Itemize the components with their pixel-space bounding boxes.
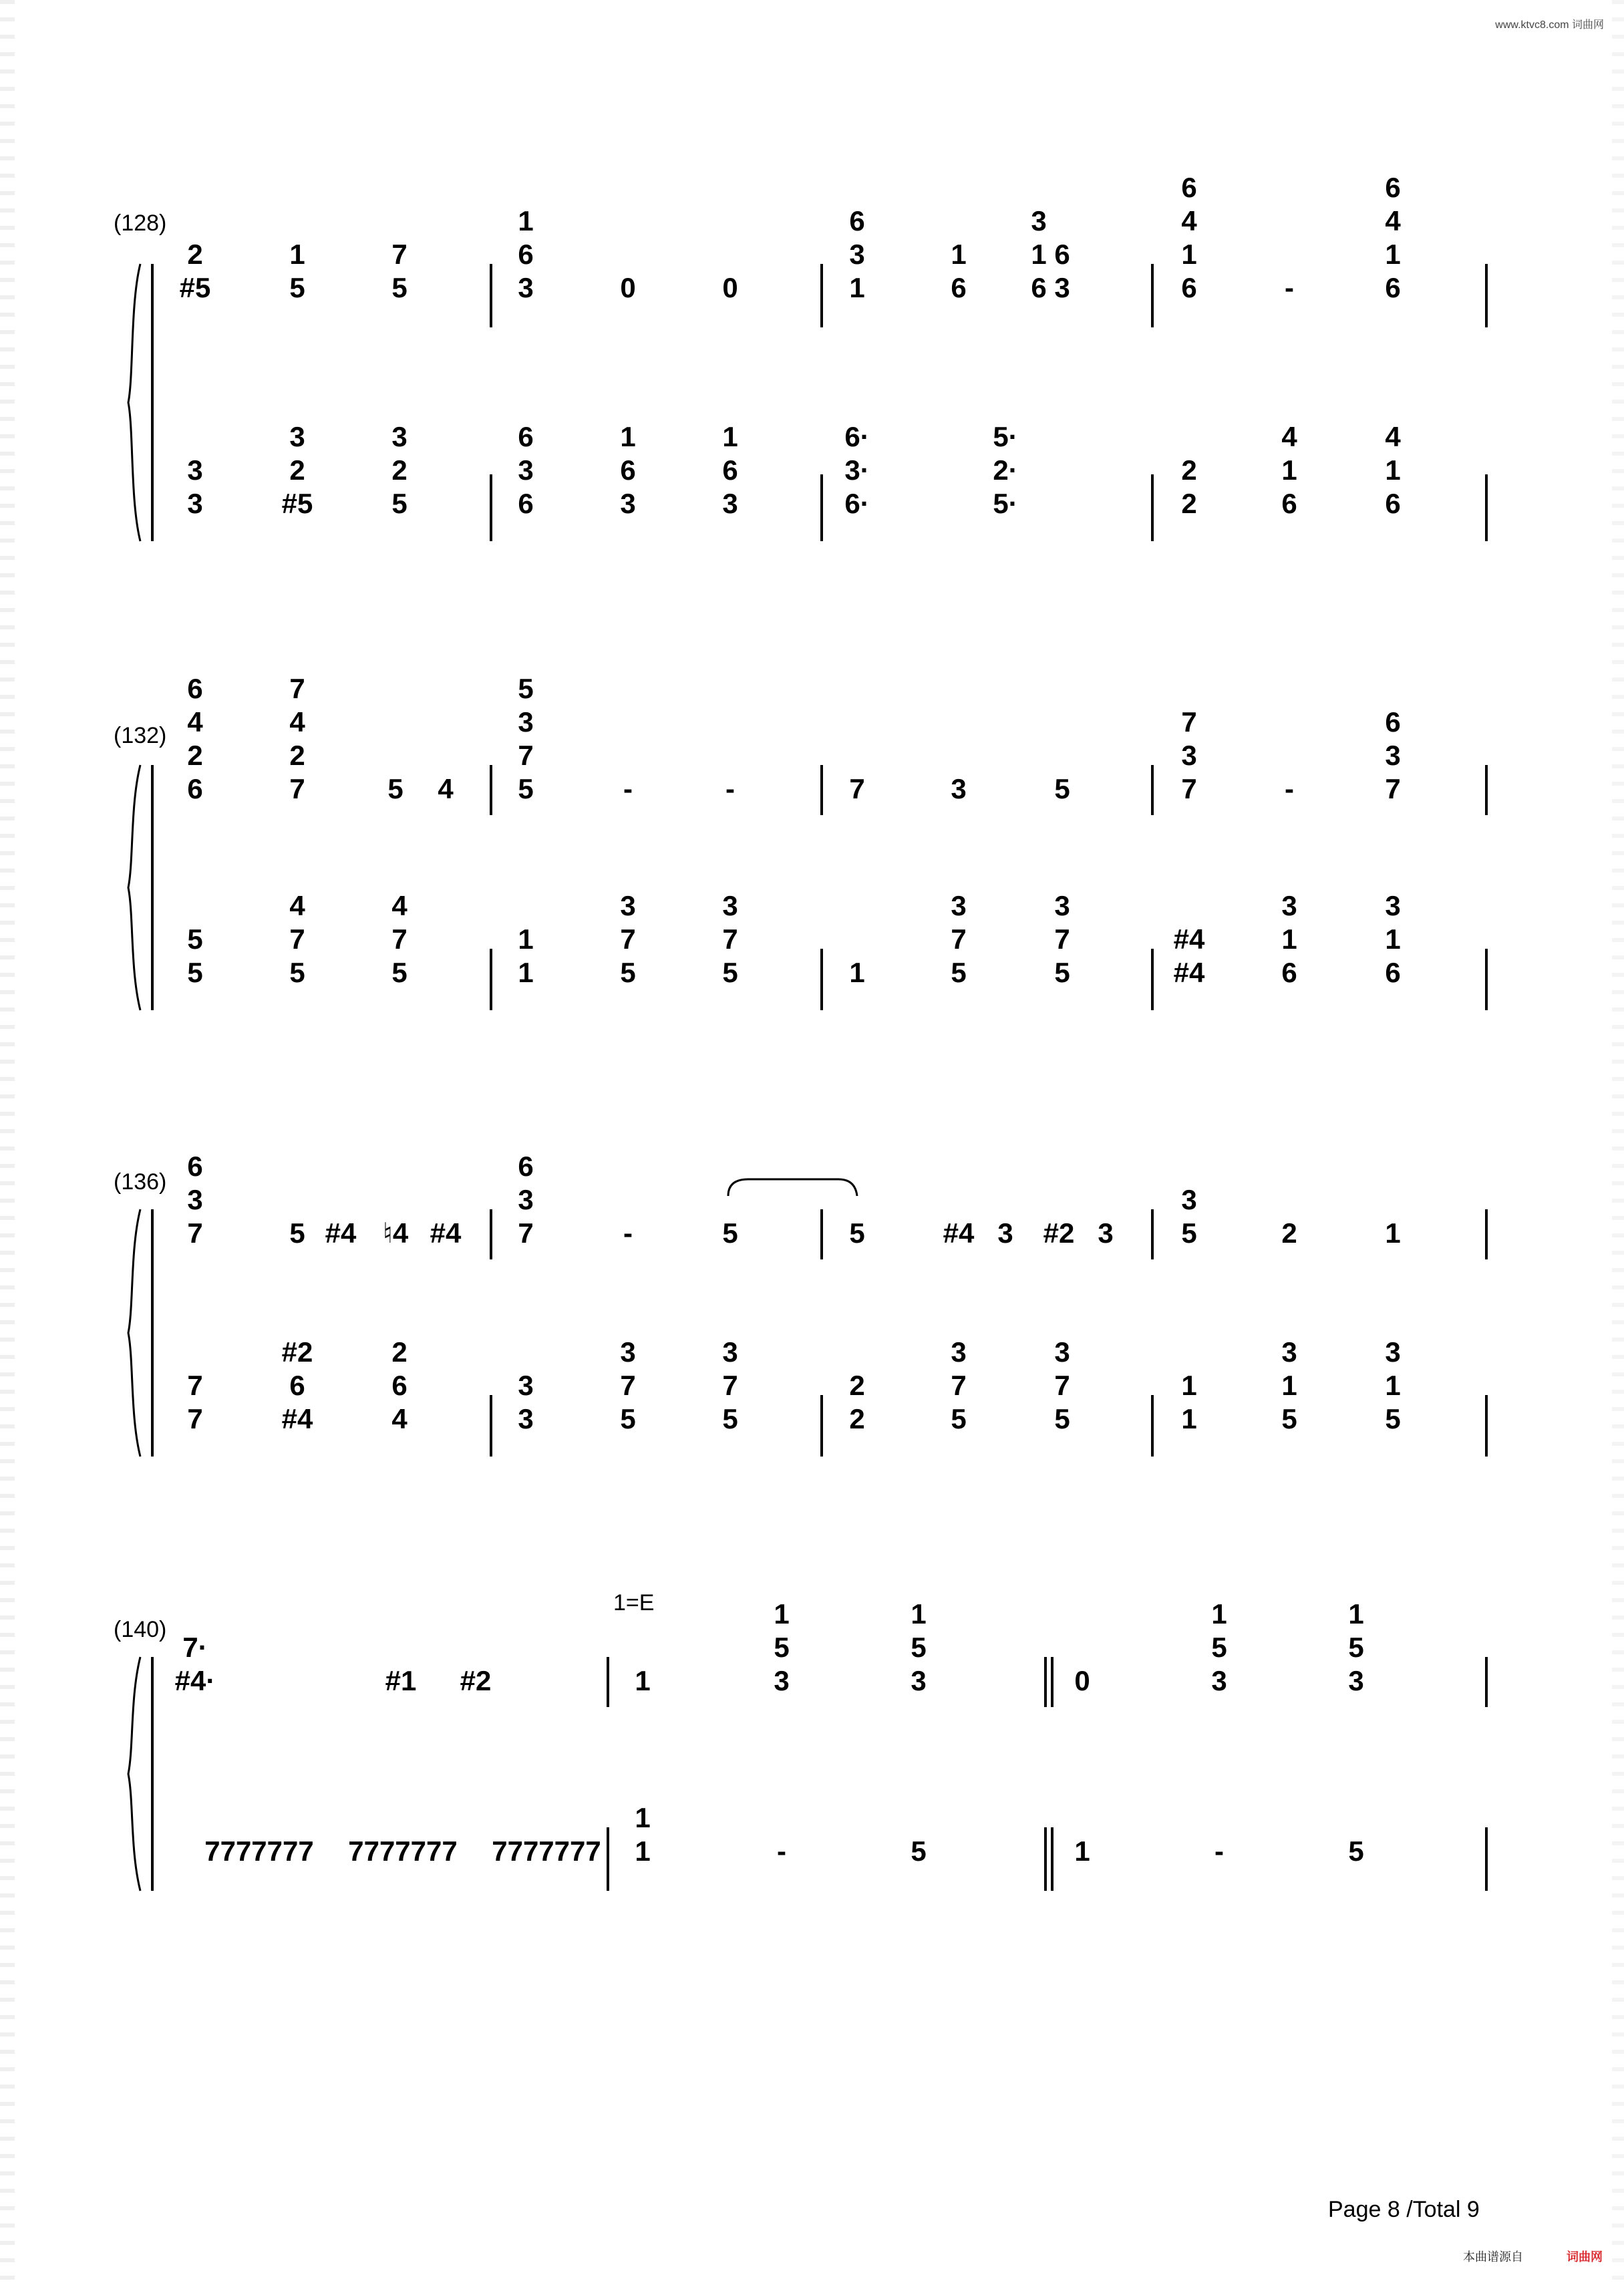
key-signature-change: 1=E [613,1590,655,1616]
treble-note: 6 [518,239,534,270]
treble-note: 2 [187,740,203,771]
treble-note: 7 [289,673,305,704]
treble-note: 2 [1281,1217,1297,1249]
treble-note: 1 [1348,1598,1364,1630]
treble-note: 3 [518,706,534,738]
treble-note: - [623,1217,633,1249]
treble-note: - [1285,272,1294,303]
treble-note: 6 [1181,172,1197,203]
treble-note: 6 [187,773,203,804]
bass-note: - [1214,1835,1224,1867]
bass-note: 3 [391,421,408,452]
bass-note: 1 [1385,923,1401,955]
bass-note: 4 [391,890,408,921]
measure-number: (128) [114,210,167,236]
treble-note: 3 [774,1665,790,1696]
bass-note: 3 [1054,1336,1070,1368]
bass-note: 3 [1385,1336,1401,1368]
treble-note: 4 [1385,205,1401,237]
bass-note: 1 [1281,923,1297,955]
bass-note: 6 [289,1370,305,1401]
treble-note: 3 [1098,1217,1114,1249]
treble-note: 3 [1054,272,1070,303]
treble-note: 3 [518,272,534,303]
bass-note: 1 [722,421,738,452]
bass-note: 5 [391,488,408,519]
bass-note: 4 [289,890,305,921]
treble-note: 6 [1385,172,1401,203]
bass-note: 3 [518,1370,534,1401]
bass-note: 6 [1281,488,1297,519]
bass-note: 1 [620,421,636,452]
score-system-2 [114,673,1486,1010]
bass-note: 1 [518,957,534,988]
measure-number: (136) [114,1169,167,1195]
footer-source-text: 本曲谱源自 [1463,2250,1523,2264]
treble-note: 7 [849,773,865,804]
bass-note: 6 [1385,957,1401,988]
brace [128,765,140,1010]
treble-note: 5 [289,272,305,303]
bass-note: 7 [722,1370,738,1401]
treble-note: 3 [1385,740,1401,771]
treble-note: #4· [174,1665,216,1696]
treble-note: 3 [187,1184,203,1215]
bass-note: 1 [635,1802,651,1833]
treble-note: 3 [1031,205,1047,237]
bass-note: 5 [620,1403,636,1434]
bass-note: 3 [620,1336,636,1368]
treble-note: 5 [1211,1632,1227,1663]
treble-note: - [623,773,633,804]
bass-note: 5 [951,957,967,988]
bass-note: 3 [722,890,738,921]
bass-note: 3 [722,488,738,519]
treble-note: 1 [774,1598,790,1630]
treble-note: 7 [289,773,305,804]
bass-note: 5 [722,957,738,988]
treble-note: 3 [518,1184,534,1215]
bass-note: 6 [391,1370,408,1401]
bass-note: 5 [1281,1403,1297,1434]
bass-note: 5· [993,488,1018,519]
score-system-1 [114,172,1486,541]
treble-note: 5 [849,1217,865,1249]
treble-note: 6 [1385,706,1401,738]
treble-note: 3 [849,239,865,270]
bass-note: 4 [1385,421,1401,452]
bass-note: 3 [1054,890,1070,921]
treble-note: 3 [997,1217,1013,1249]
treble-note: 5 [387,773,403,804]
left-margin-watermark-strip [0,0,15,2284]
treble-note: 2 [289,740,305,771]
bass-note: 5 [620,957,636,988]
bass-note: 5 [1348,1835,1364,1867]
bass-note: 7 [187,1403,203,1434]
bass-note: 7 [289,923,305,955]
treble-note: 6 [518,1151,534,1182]
treble-note: 5 [518,773,534,804]
treble-note: 5 [1181,1217,1197,1249]
bass-note: 6 [1385,488,1401,519]
treble-note: - [1285,773,1294,804]
treble-note: 0 [1074,1665,1090,1696]
bass-note: 5 [289,957,305,988]
treble-note: 4 [289,706,305,738]
bass-note: 7 [951,923,967,955]
page-number: Page 8 /Total 9 [1328,2197,1480,2222]
bass-note: 4 [1281,421,1297,452]
bass-note: #4 [1173,923,1205,955]
bass-note: 5 [187,923,203,955]
bass-note: 5 [1054,957,1070,988]
score-system-4 [114,1598,1486,1891]
treble-note: 6 [1181,272,1197,303]
treble-note: 4 [187,706,203,738]
bass-note: 1 [1281,1370,1297,1401]
treble-note: 4 [1181,205,1197,237]
treble-note: 5 [391,272,408,303]
treble-note: ♮4 [382,1217,409,1249]
treble-note: 6 [849,205,865,237]
treble-note: 5 [911,1632,927,1663]
bass-note: 5 [1054,1403,1070,1434]
treble-note: 7 [1181,773,1197,804]
bass-note: 3 [1281,890,1297,921]
treble-note: 6 [951,272,967,303]
bass-note: 1 [635,1835,651,1867]
treble-note: 0 [722,272,738,303]
treble-note: 6 [187,673,203,704]
brace [128,1209,140,1457]
bass-note: 3 [187,488,203,519]
bass-note: 6· [844,421,870,452]
bass-note: 3 [1385,890,1401,921]
treble-note: 3 [951,773,967,804]
measure-number: (132) [114,723,167,748]
treble-note: 1 [1385,239,1401,270]
bass-note: 3 [951,890,967,921]
bass-note: 1 [1181,1370,1197,1401]
treble-note: 6 [1031,272,1047,303]
treble-note: #4 [325,1217,357,1249]
bass-note: 5· [993,421,1018,452]
bass-note: #4 [1173,957,1205,988]
bass-note: 1 [518,923,534,955]
bass-note: #5 [281,488,313,519]
bass-note: 6 [1281,957,1297,988]
treble-note: 1 [951,239,967,270]
bass-note: 1 [1181,1403,1197,1434]
bass-note: 3 [518,1403,534,1434]
treble-note: #2 [1043,1217,1075,1249]
bass-note: 5 [951,1403,967,1434]
bass-note: 2 [391,454,408,486]
treble-note: 3 [1348,1665,1364,1696]
bass-note: 5 [1385,1403,1401,1434]
bass-note: 3 [620,488,636,519]
bass-note: 2 [391,1336,408,1368]
bass-note: 3 [1281,1336,1297,1368]
brace [128,1657,140,1891]
bass-note: - [777,1835,786,1867]
bass-note: 3 [620,890,636,921]
bass-note: 3 [951,1336,967,1368]
treble-note: 1 [518,205,534,237]
bass-note: 2 [1181,488,1197,519]
bass-note: 2· [993,454,1018,486]
treble-note: #5 [179,272,211,303]
bass-note: 6· [844,488,870,519]
bass-note: 3 [289,421,305,452]
bass-note: #2 [281,1336,313,1368]
footer-logo-text: 词曲网 [1567,2250,1603,2264]
bass-note: 6 [620,454,636,486]
treble-note: 7 [1385,773,1401,804]
source-url: www.ktvc8.com 词曲网 [1495,19,1604,31]
treble-note: 1 [1385,1217,1401,1249]
treble-note: 6 [1385,272,1401,303]
treble-note: 3 [1211,1665,1227,1696]
treble-note: #1 [385,1665,417,1696]
treble-note: 6 [187,1151,203,1182]
bass-note: 3 [187,454,203,486]
bass-note: 6 [518,488,534,519]
bass-note: 7 [722,923,738,955]
treble-note: 7 [391,239,408,270]
bass-note: 1 [1074,1835,1090,1867]
treble-note: #2 [460,1665,492,1696]
treble-note: 3 [1181,740,1197,771]
bass-note: 2 [1181,454,1197,486]
treble-note: 1 [849,272,865,303]
bass-note: 4 [391,1403,408,1434]
bass-note: 7 [1054,923,1070,955]
bass-note: 2 [849,1370,865,1401]
bass-note: 7 [187,1370,203,1401]
bass-note: 1 [1385,454,1401,486]
treble-note: 5 [518,673,534,704]
bass-note: 6 [722,454,738,486]
treble-note: 1 [635,1665,651,1696]
bass-note: 3· [844,454,870,486]
bass-note: 7777777 [492,1835,601,1867]
treble-note: 7 [518,740,534,771]
treble-note: 5 [774,1632,790,1663]
bass-note: 7 [951,1370,967,1401]
treble-note: - [725,773,735,804]
treble-note: 3 [911,1665,927,1696]
bass-note: 2 [849,1403,865,1434]
treble-note: 1 [289,239,305,270]
bass-note: 7 [620,923,636,955]
treble-note: 7 [1181,706,1197,738]
score-system-3 [114,1151,1486,1457]
treble-note: 3 [1181,1184,1197,1215]
treble-note: 1 [1181,239,1197,270]
bass-note: 7 [1054,1370,1070,1401]
bass-note: 7777777 [348,1835,458,1867]
right-margin-watermark-strip [1612,0,1624,2284]
treble-note: 2 [187,239,203,270]
bass-note: 5 [722,1403,738,1434]
bass-note: 7 [620,1370,636,1401]
treble-note: #4 [943,1217,975,1249]
treble-note: 7 [518,1217,534,1249]
treble-note: 4 [438,773,454,804]
treble-note: 6 [1054,239,1070,270]
slur [728,1179,857,1196]
bass-note: 2 [289,454,305,486]
treble-note: 5 [1054,773,1070,804]
bass-note: 3 [722,1336,738,1368]
treble-note: 7 [187,1217,203,1249]
bass-note: 6 [518,421,534,452]
treble-note: 1 [1031,239,1047,270]
treble-note: 5 [289,1217,305,1249]
bass-note: 5 [187,957,203,988]
bass-note: 1 [1281,454,1297,486]
treble-note: 5 [722,1217,738,1249]
treble-note: 0 [620,272,636,303]
bass-note: 5 [391,957,408,988]
bass-note: 1 [1385,1370,1401,1401]
bass-note: 3 [518,454,534,486]
bass-note: 1 [849,957,865,988]
treble-note: 7· [182,1632,208,1663]
treble-note: 5 [1348,1632,1364,1663]
measure-number: (140) [114,1617,167,1642]
treble-note: 1 [911,1598,927,1630]
bass-note: #4 [281,1403,313,1434]
treble-note: 1 [1211,1598,1227,1630]
bass-note: 5 [911,1835,927,1867]
brace [128,264,140,541]
bass-note: 7777777 [204,1835,314,1867]
treble-note: #4 [430,1217,462,1249]
bass-note: 7 [391,923,408,955]
